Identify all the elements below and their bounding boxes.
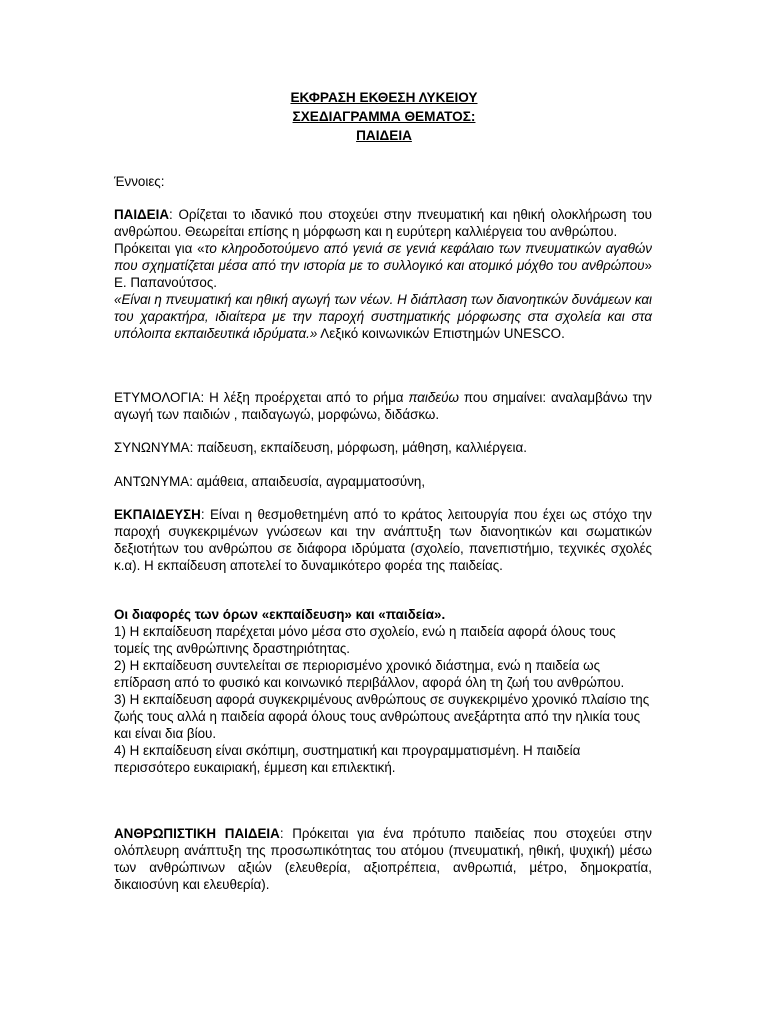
paideia-quote-1-source: » Ε. Παπανούτσος. xyxy=(114,258,652,290)
paideia-quote-1-intro: Πρόκειται για « xyxy=(114,241,205,256)
education-paragraph xyxy=(114,506,652,574)
header-title-line1: ΕΚΦΡΑΣΗ ΕΚΘΕΣΗ ΛΥΚΕΙΟΥ xyxy=(290,90,478,105)
etymology-rest: που σημαίνει: αναλαμβάνω την αγωγή των παιδιών , παιδαγωγώ, μορφώνω, διδάσκω. xyxy=(114,390,653,422)
paideia-quote-2-source: Λεξικό κοινωνικών Επιστημών UNESCO. xyxy=(317,326,565,341)
differences-section xyxy=(114,606,652,776)
humanistic-term: ΑΝΘΡΩΠΙΣΤΙΚΗ ΠΑΙΔΕΙΑ xyxy=(114,826,280,841)
difference-item-3: 3) Η εκπαίδευση αφορά συγκεκριμένους ανθρώπους σε συγκεκριμένο χρονικό πλαίσιο της ζωής τους αλλά η παιδεία αφορά όλους τους ανθρώπους ανεξάρτητα από την ηλικία τους και είναι δια βίου. xyxy=(114,692,650,741)
document-header xyxy=(0,88,768,145)
paideia-term: ΠΑΙΔΕΙΑ xyxy=(114,207,170,222)
difference-item-4: 4) Η εκπαίδευση είναι σκόπιμη, συστηματική και προγραμματισμένη. Η παιδεία περισσότερο ευκαιριακή, έμμεση και επιλεκτική. xyxy=(114,743,581,775)
paideia-definition xyxy=(114,206,652,240)
humanistic-definition-text: : Πρόκειται για ένα πρότυπο παιδείας που στοχεύει στην ολόπλευρη ανάπτυξη της προσωπικότητας του ατόμου (πνευματική, ηθική, ψυχική) μέσω των ανθρώπινων αξιών (ελευθερία, αξιοπρέπεια, ανθρωπιά, μέτρο, δημοκρατία, δικαιοσύνη και ελευθερία). xyxy=(114,826,652,892)
paideia-definition-text: : Ορίζεται το ιδανικό που στοχεύει στην πνευματική και ηθική ολοκλήρωση του ανθρώπου. Θεωρείται επίσης η μόρφωση και η ευρύτερη καλλιέργεια του ανθρώπου. xyxy=(114,207,652,239)
etymology-verb: παιδεύω xyxy=(408,390,459,405)
education-term: ΕΚΠΑΙΔΕΥΣΗ xyxy=(114,507,201,522)
paideia-quote-1 xyxy=(114,240,652,291)
header-title-line3: ΠΑΙΔΕΙΑ xyxy=(356,128,412,143)
antonyms-paragraph: ΑΝΤΩΝΥΜΑ: αμάθεια, απαιδευσία, αγραμματοσύνη, xyxy=(114,474,426,489)
paideia-quote-2 xyxy=(114,291,652,342)
paideia-quote-1-text: το κληροδοτούμενο από γενιά σε γενιά κεφάλαιο των πνευματικών αγαθών που σχηματίζεται μέσα από την ιστορία με το συλλογικό και ατομικό μόχθο του ανθρώπου xyxy=(114,241,652,273)
humanistic-paragraph xyxy=(114,825,652,893)
paideia-section xyxy=(114,206,652,342)
etymology-paragraph xyxy=(114,389,652,423)
differences-heading: Οι διαφορές των όρων «εκπαίδευση» και «παιδεία». xyxy=(114,607,446,622)
etymology-label: ΕΤΥΜΟΛΟΓΙΑ: Η λέξη προέρχεται από το ρήμα xyxy=(114,390,409,405)
synonyms-paragraph: ΣΥΝΩΝΥΜΑ: παίδευση, εκπαίδευση, μόρφωση, μάθηση, καλλιέργεια. xyxy=(114,440,527,455)
education-definition-text: : Είναι η θεσμοθετημένη από το κράτος λειτουργία που έχει ως στόχο την παροχή συγκεκριμένων γνώσεων και την ανάπτυξη των διανοητικών και σωματικών δεξιοτήτων του ανθρώπου σε διάφορα ιδρύματα (σχολείο, πανεπιστήμιο, τεχνικές σχολές κ.α). Η εκπαίδευση αποτελεί το δυναμικότερο φορέα της παιδείας. xyxy=(114,507,652,573)
difference-item-2: 2) Η εκπαίδευση συντελείται σε περιορισμένο χρονικό διάστημα, ενώ η παιδεία ως επίδραση από το φυσικό και κοινωνικό περιβάλλον, αφορά όλη τη ζωή του ανθρώπου. xyxy=(114,658,625,690)
paideia-quote-2-text: «Είναι η πνευματική και ηθική αγωγή των νέων. Η διάπλαση των διανοητικών δυνάμεων και του χαρακτήρα, ιδιαίτερα με την παροχή συστηματικής μόρφωσης στα σχολεία και στα υπόλοιπα εκπαιδευτικά ιδρύματα.» xyxy=(114,292,652,341)
header-title-line2: ΣΧΕΔΙΑΓΡΑΜΜΑ ΘΕΜΑΤΟΣ: xyxy=(292,109,476,124)
concepts-label: Έννοιες: xyxy=(114,174,165,189)
difference-item-1: 1) Η εκπαίδευση παρέχεται μόνο μέσα στο σχολείο, ενώ η παιδεία αφορά όλους τους τομείς της ανθρώπινης δραστηριότητας. xyxy=(114,624,616,656)
